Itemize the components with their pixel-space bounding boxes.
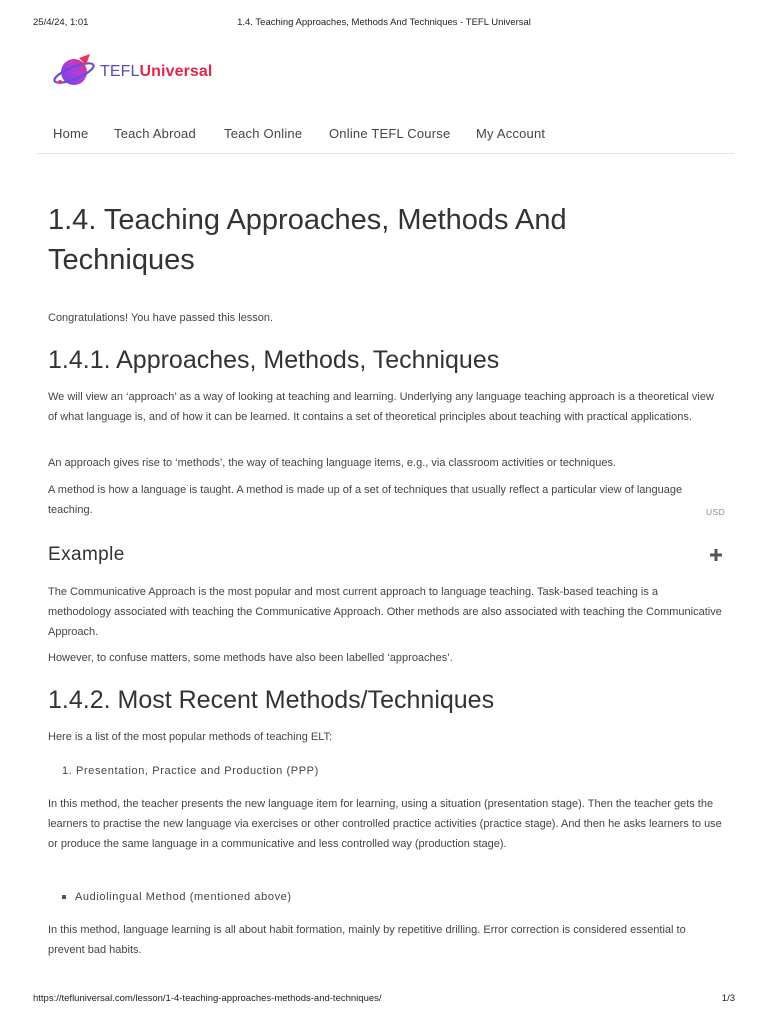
- congrats-text: Congratulations! You have passed this lesson.: [48, 312, 274, 324]
- nav-online-tefl-course[interactable]: Online TEFL Course: [329, 126, 451, 141]
- nav-home[interactable]: Home: [53, 126, 89, 141]
- nav-my-account[interactable]: My Account: [476, 126, 546, 141]
- section1-paragraph-1: We will view an ‘approach’ as a way of looking at teaching and learning. Underlying any language teaching approach is a theoretical view of what language is, and of how it can be learned. It contains a set of theoretical principles about teaching with practical applications.: [48, 391, 714, 423]
- section1-paragraph-2: An approach gives rise to ‘methods’, the way of teaching language items, e.g., via classroom activities or techniques.: [48, 457, 617, 469]
- bullet-icon: [62, 895, 66, 899]
- site-logo[interactable]: [52, 52, 212, 92]
- page-number: 1/3: [721, 993, 735, 1004]
- main-nav: [36, 124, 734, 154]
- list-item-ppp: 1. Presentation, Practice and Production (PPP): [62, 765, 319, 777]
- page-url: https://tefluniversal.com/lesson/1-4-teaching-approaches-methods-and-techniques/: [33, 993, 382, 1004]
- section-heading-1-4-1: 1.4.1. Approaches, Methods, Techniques: [48, 346, 500, 374]
- print-header: [0, 17, 768, 31]
- print-date: 25/4/24, 1:01: [33, 17, 89, 28]
- page-title: 1.4. Teaching Approaches, Methods And Techniques: [48, 204, 567, 276]
- brand-name: TEFLUniversal: [100, 63, 213, 80]
- example-heading[interactable]: Example: [48, 544, 125, 565]
- nav-teach-online[interactable]: Teach Online: [224, 126, 303, 141]
- example-paragraph-2: However, to confuse matters, some methods have also been labelled ‘approaches’.: [48, 652, 453, 664]
- currency-label[interactable]: USD: [706, 507, 726, 517]
- ppp-paragraph: In this method, the teacher presents the new language item for learning, using a situation (presentation stage). Then the teacher gets the learners to practise the new language via exercises or other controlled practice activities (practice stage). And then he asks learners to use or produce the same language in a communicative and less controlled way (production stage).: [48, 798, 722, 850]
- section-heading-1-4-2: 1.4.2. Most Recent Methods/Techniques: [48, 686, 495, 714]
- example-paragraph-1: The Communicative Approach is the most popular and most current approach to language teaching. Task-based teaching is a methodology associated with teaching the Communicative Approach. Other methods are also associated with teaching the Communicative Approach.: [48, 586, 722, 638]
- planet-rocket-icon: [52, 52, 98, 92]
- nav-teach-abroad[interactable]: Teach Abroad: [114, 126, 196, 141]
- list-item-audiolingual: Audiolingual Method (mentioned above): [75, 891, 292, 903]
- methods-intro: Here is a list of the most popular methods of teaching ELT:: [48, 731, 333, 743]
- section1-paragraph-3: A method is how a language is taught. A method is made up of a set of techniques that usually reflect a particular view of language teaching.: [48, 484, 683, 516]
- plus-icon[interactable]: [708, 547, 724, 563]
- audiolingual-paragraph: In this method, language learning is all about habit formation, mainly by repetitive drilling. Error correction is considered essential to prevent bad habits.: [48, 924, 686, 956]
- print-title: 1.4. Teaching Approaches, Methods And Techniques - TEFL Universal: [237, 17, 531, 28]
- print-footer: [0, 993, 768, 1007]
